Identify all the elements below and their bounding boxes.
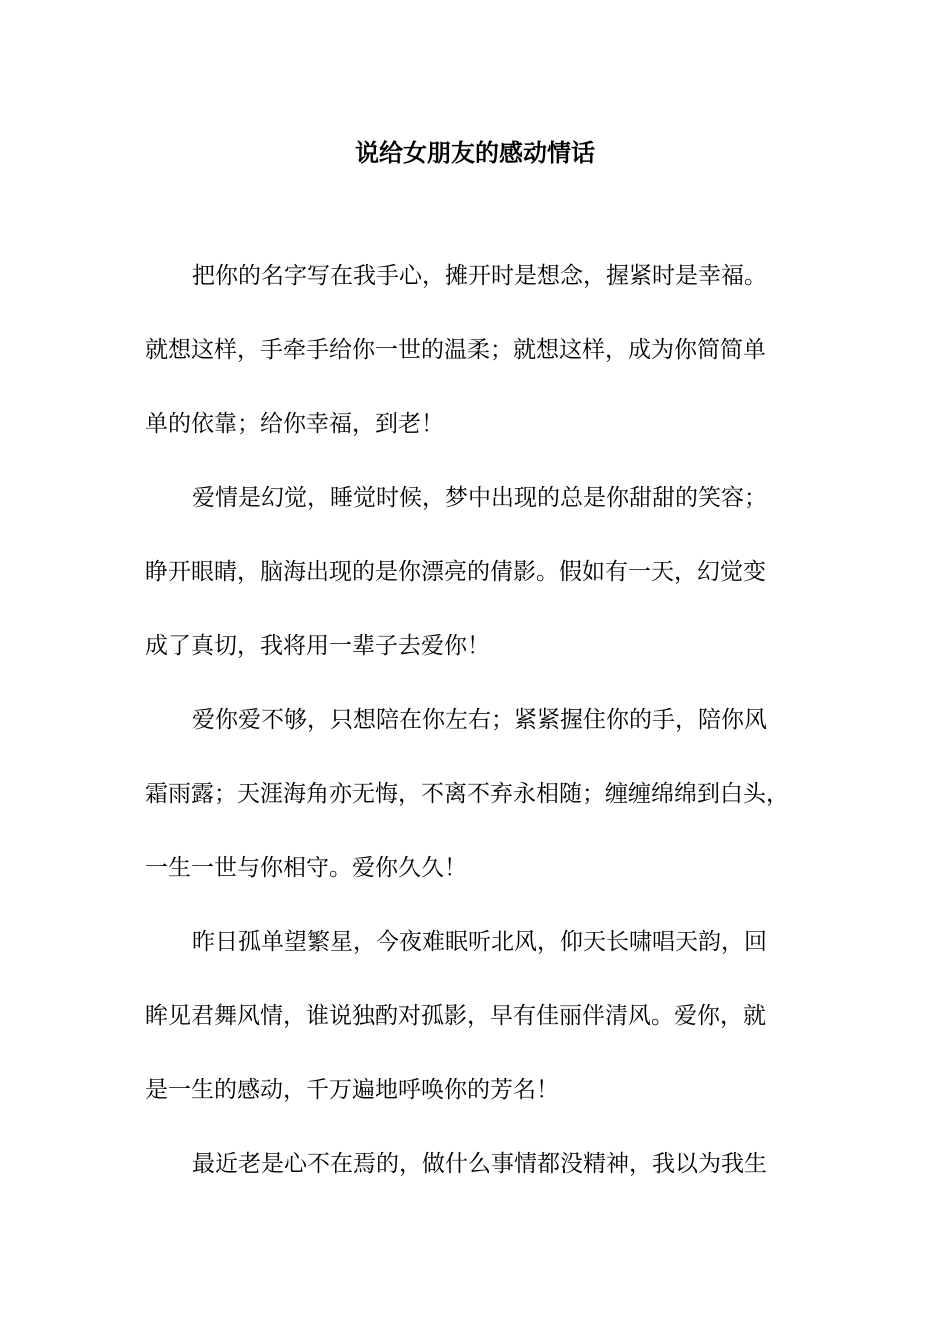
text-line: 爱你爱不够，只想陪在你左右；紧紧握住你的手，陪你风 (192, 707, 767, 733)
text-line: 就想这样，手牵手给你一世的温柔；就想这样，成为你简简单 (145, 337, 766, 363)
text-line: 眸见君舞风情，谁说独酌对孤影，早有佳丽伴清风。爱你，就 (145, 1003, 766, 1029)
text-line: 把你的名字写在我手心，摊开时是想念，握紧时是幸福。 (192, 263, 767, 289)
document-title: 说给女朋友的感动情话 (355, 139, 595, 167)
text-line: 单的依靠；给你幸福，到老！ (145, 411, 444, 437)
text-line: 睁开眼睛，脑海出现的是你漂亮的倩影。假如有一天，幻觉变 (145, 559, 766, 585)
text-line: 成了真切，我将用一辈子去爱你！ (145, 633, 490, 659)
text-line: 爱情是幻觉，睡觉时候，梦中出现的总是你甜甜的笑容； (192, 485, 767, 511)
text-line: 最近老是心不在焉的，做什么事情都没精神，我以为我生 (192, 1151, 767, 1177)
text-line: 昨日孤单望繁星，今夜难眠听北风，仰天长啸唱天韵，回 (192, 929, 767, 955)
text-line: 霜雨露；天涯海角亦无悔，不离不弃永相随；缠缠绵绵到白头， (145, 781, 789, 807)
text-line: 是一生的感动，千万遍地呼唤你的芳名！ (145, 1077, 559, 1103)
document-body (145, 249, 825, 1211)
text-line: 一生一世与你相守。爱你久久！ (145, 855, 467, 881)
